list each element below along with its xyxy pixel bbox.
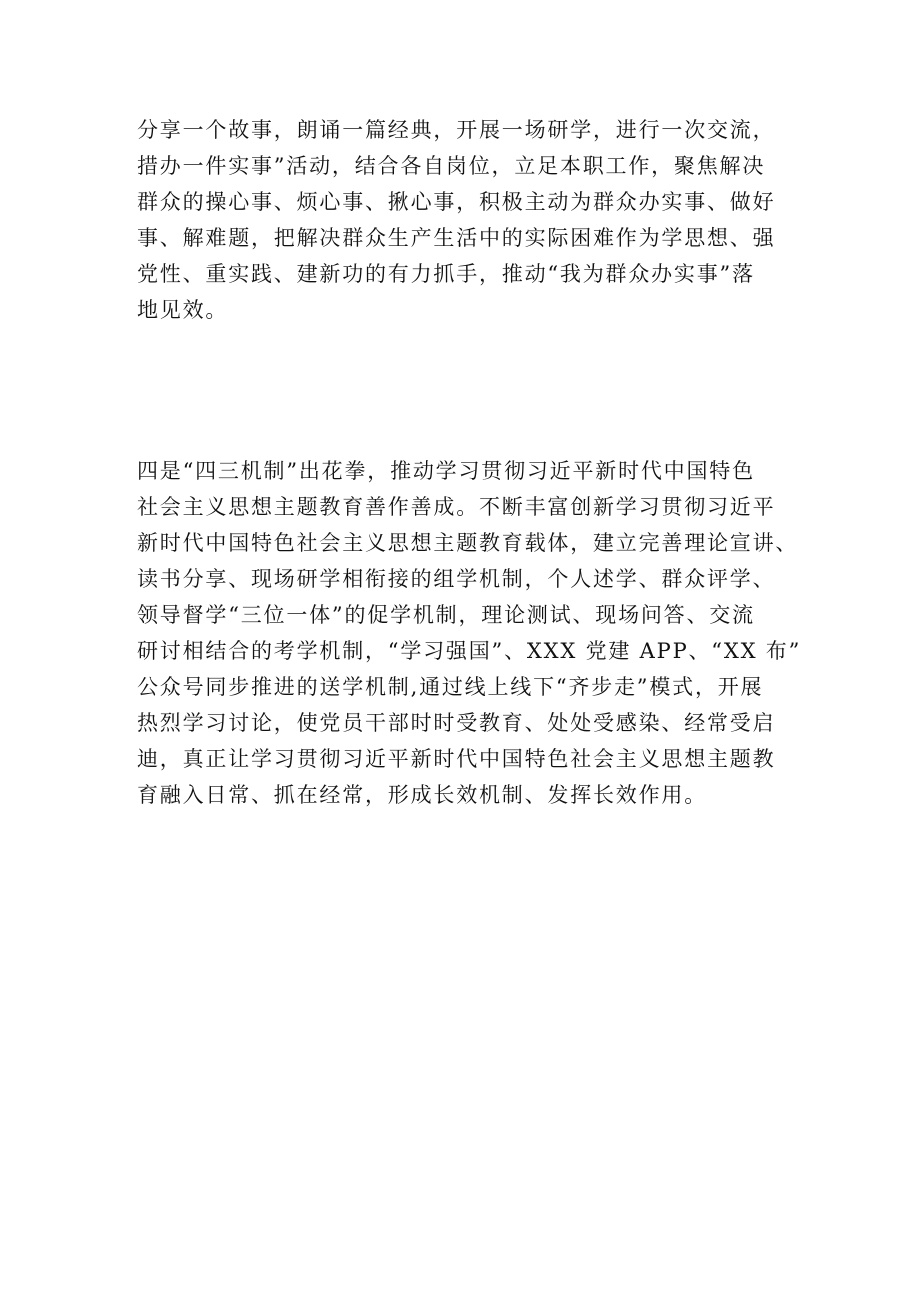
paragraph-2 bbox=[137, 453, 837, 813]
paragraph-line: 社会主义思想主题教育善作善成。不断丰富创新学习贯彻习近平 bbox=[137, 495, 776, 519]
paragraph-1 bbox=[137, 112, 837, 328]
paragraph-line: 热烈学习讨论，使党员干部时时受教育、处处受感染、经常受启 bbox=[137, 711, 776, 735]
paragraph-line: 迪，真正让学习贯彻习近平新时代中国特色社会主义思想主题教 bbox=[137, 747, 776, 771]
paragraph-line: 事、解难题，把解决群众生产生活中的实际困难作为学思想、强 bbox=[137, 226, 776, 250]
paragraph-line: 党性、重实践、建新功的有力抓手，推动“我为群众办实事”落 bbox=[137, 262, 755, 286]
paragraph-line: 读书分享、现场研学相衔接的组学机制，个人述学、群众评学、 bbox=[137, 567, 776, 591]
paragraph-line: 育融入日常、抓在经常，形成长效机制、发挥长效作用。 bbox=[137, 783, 707, 807]
paragraph-line: 地见效。 bbox=[137, 298, 229, 322]
paragraph-line: 四是“四三机制”出花拳，推动学习贯彻习近平新时代中国特色 bbox=[137, 459, 755, 483]
paragraph-line: 领导督学“三位一体”的促学机制，理论测试、现场问答、交流 bbox=[137, 603, 755, 627]
paragraph-line: 分享一个故事，朗诵一篇经典，开展一场研学，进行一次交流， bbox=[137, 118, 776, 142]
paragraph-line: 公众号同步推进的送学机制,通过线上线下“齐步走”模式，开展 bbox=[137, 675, 764, 699]
paragraph-line: 新时代中国特色社会主义思想主题教育载体，建立完善理论宣讲、 bbox=[137, 531, 799, 555]
paragraph-line: 群众的操心事、烦心事、揪心事，积极主动为群众办实事、做好 bbox=[137, 190, 776, 214]
paragraph-line: 措办一件实事”活动，结合各自岗位，立足本职工作，聚焦解决 bbox=[137, 154, 766, 178]
paragraph-line: 研讨相结合的考学机制，“学习强国”、XXX 党建 APP、“XX 布” bbox=[137, 639, 802, 663]
